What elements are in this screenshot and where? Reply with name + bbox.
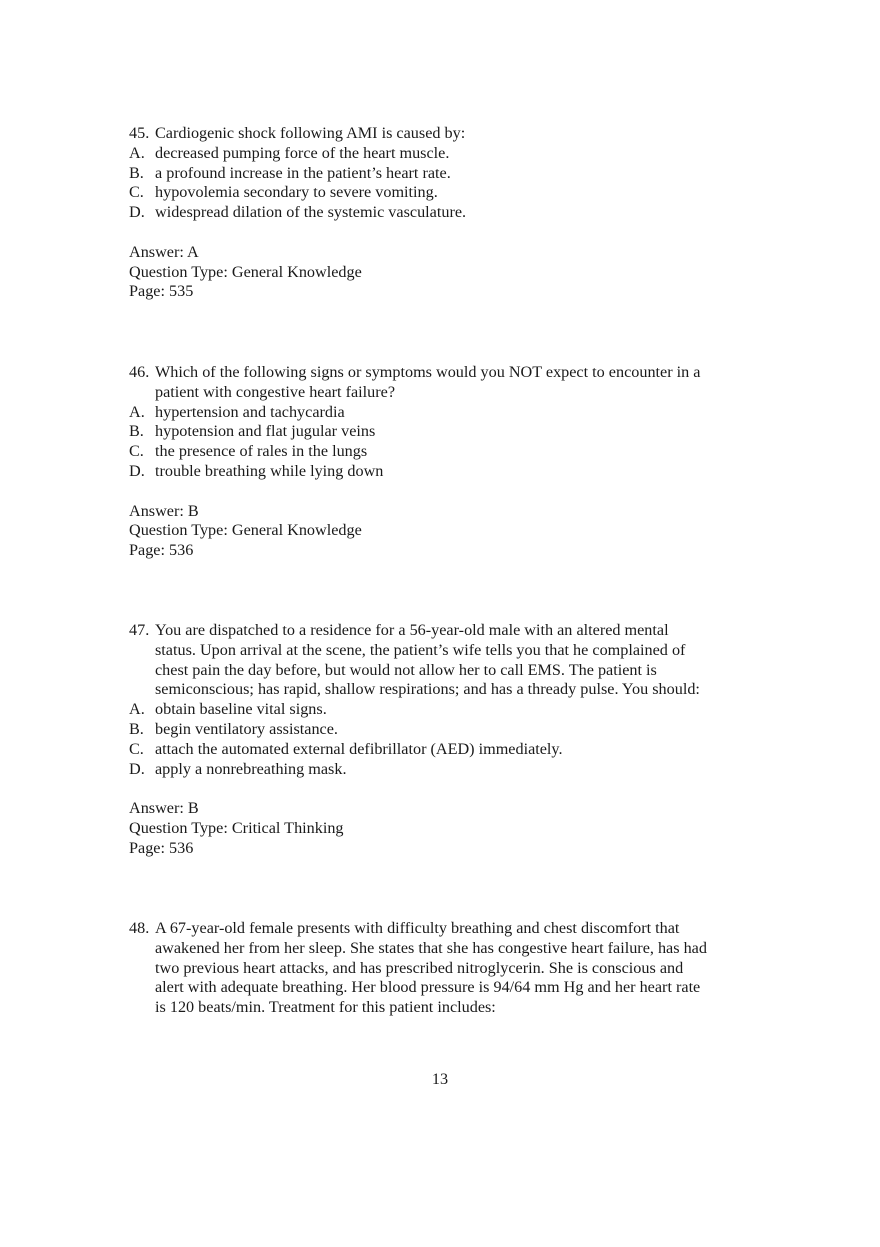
question-stem-line (129, 939, 769, 959)
option-label: C. (129, 442, 144, 461)
option-text: apply a nonrebreathing mask. (155, 759, 347, 778)
question-stem-line (129, 959, 769, 979)
answer: Answer: B (129, 501, 199, 520)
option-label: D. (129, 203, 145, 222)
question-stem-line (129, 919, 769, 939)
option-text: the presence of rales in the lungs (155, 442, 368, 461)
option-label: B. (129, 422, 144, 441)
option-d (129, 760, 769, 780)
question-46 (129, 363, 769, 561)
question-number: 45. (129, 124, 150, 142)
question-stem: You are dispatched to a residence for a 56-year-old male with an altered mental (155, 621, 669, 639)
option-text: decreased pumping force of the heart muscle. (155, 143, 450, 162)
option-b (129, 422, 769, 442)
option-text: attach the automated external defibrillator (AED) immediately. (155, 739, 563, 758)
page-reference: Page: 535 (129, 282, 194, 301)
question-48 (129, 919, 769, 1018)
option-d (129, 203, 769, 223)
option-a (129, 144, 769, 164)
question-stem-line (129, 978, 769, 998)
question-type: Question Type: Critical Thinking (129, 818, 344, 837)
question-stem-line (129, 621, 769, 641)
option-text: hypertension and tachycardia (155, 402, 345, 421)
question-stem: A 67-year-old female presents with difficulty breathing and chest discomfort that (155, 919, 680, 937)
option-c (129, 740, 769, 760)
question-stem: Cardiogenic shock following AMI is caused by: (155, 124, 466, 142)
option-text: a profound increase in the patient’s heart rate. (155, 163, 451, 182)
question-number: 47. (129, 621, 150, 639)
option-b (129, 720, 769, 740)
option-d (129, 462, 769, 482)
option-b (129, 164, 769, 184)
question-stem-line (129, 641, 769, 661)
option-c (129, 442, 769, 462)
option-label: C. (129, 183, 144, 202)
option-text: obtain baseline vital signs. (155, 700, 327, 719)
question-stem-line (129, 363, 769, 383)
answer: Answer: B (129, 799, 199, 818)
question-45 (129, 124, 769, 302)
option-label: B. (129, 719, 144, 738)
spacer (129, 223, 769, 243)
question-47 (129, 621, 769, 859)
question-type: Question Type: General Knowledge (129, 262, 362, 281)
option-text: hypovolemia secondary to severe vomiting. (155, 183, 438, 202)
question-stem: two previous heart attacks, and has prescribed nitroglycerin. She is conscious and (155, 958, 684, 977)
question-stem-line (129, 680, 769, 700)
question-type: Question Type: General Knowledge (129, 521, 362, 540)
question-number: 48. (129, 919, 150, 937)
question-stem-line (129, 383, 769, 403)
option-label: D. (129, 461, 145, 480)
question-number: 46. (129, 363, 150, 381)
question-stem: semiconscious; has rapid, shallow respirations; and has a thready pulse. You should: (155, 680, 700, 699)
question-stem: chest pain the day before, but would not allow her to call EMS. The patient is (155, 660, 657, 679)
option-label: D. (129, 759, 145, 778)
option-text: trouble breathing while lying down (155, 461, 384, 480)
page-reference: Page: 536 (129, 541, 194, 560)
answer: Answer: A (129, 242, 199, 261)
question-stem-line (129, 661, 769, 681)
option-text: begin ventilatory assistance. (155, 719, 338, 738)
option-label: A. (129, 402, 145, 421)
option-label: A. (129, 143, 145, 162)
question-stem: patient with congestive heart failure? (155, 382, 396, 401)
question-stem: status. Upon arrival at the scene, the patient’s wife tells you that he complained of (155, 640, 686, 659)
question-stem: is 120 beats/min. Treatment for this patient includes: (155, 998, 496, 1017)
question-stem: awakened her from her sleep. She states that she has congestive heart failure, has had (155, 938, 707, 957)
spacer (129, 779, 769, 799)
question-stem: alert with adequate breathing. Her blood pressure is 94/64 mm Hg and her heart rate (155, 978, 701, 997)
spacer (129, 482, 769, 502)
page-reference: Page: 536 (129, 838, 194, 857)
question-stem-line (129, 124, 769, 144)
question-stem-line (129, 998, 769, 1018)
option-label: A. (129, 700, 145, 719)
option-a (129, 700, 769, 720)
option-text: hypotension and flat jugular veins (155, 422, 376, 441)
page-number: 13 (431, 1070, 449, 1088)
question-stem: Which of the following signs or symptoms would you NOT expect to encounter in a (155, 363, 701, 381)
option-a (129, 403, 769, 423)
option-c (129, 183, 769, 203)
option-label: C. (129, 739, 144, 758)
option-text: widespread dilation of the systemic vasculature. (155, 203, 467, 222)
option-label: B. (129, 163, 144, 182)
